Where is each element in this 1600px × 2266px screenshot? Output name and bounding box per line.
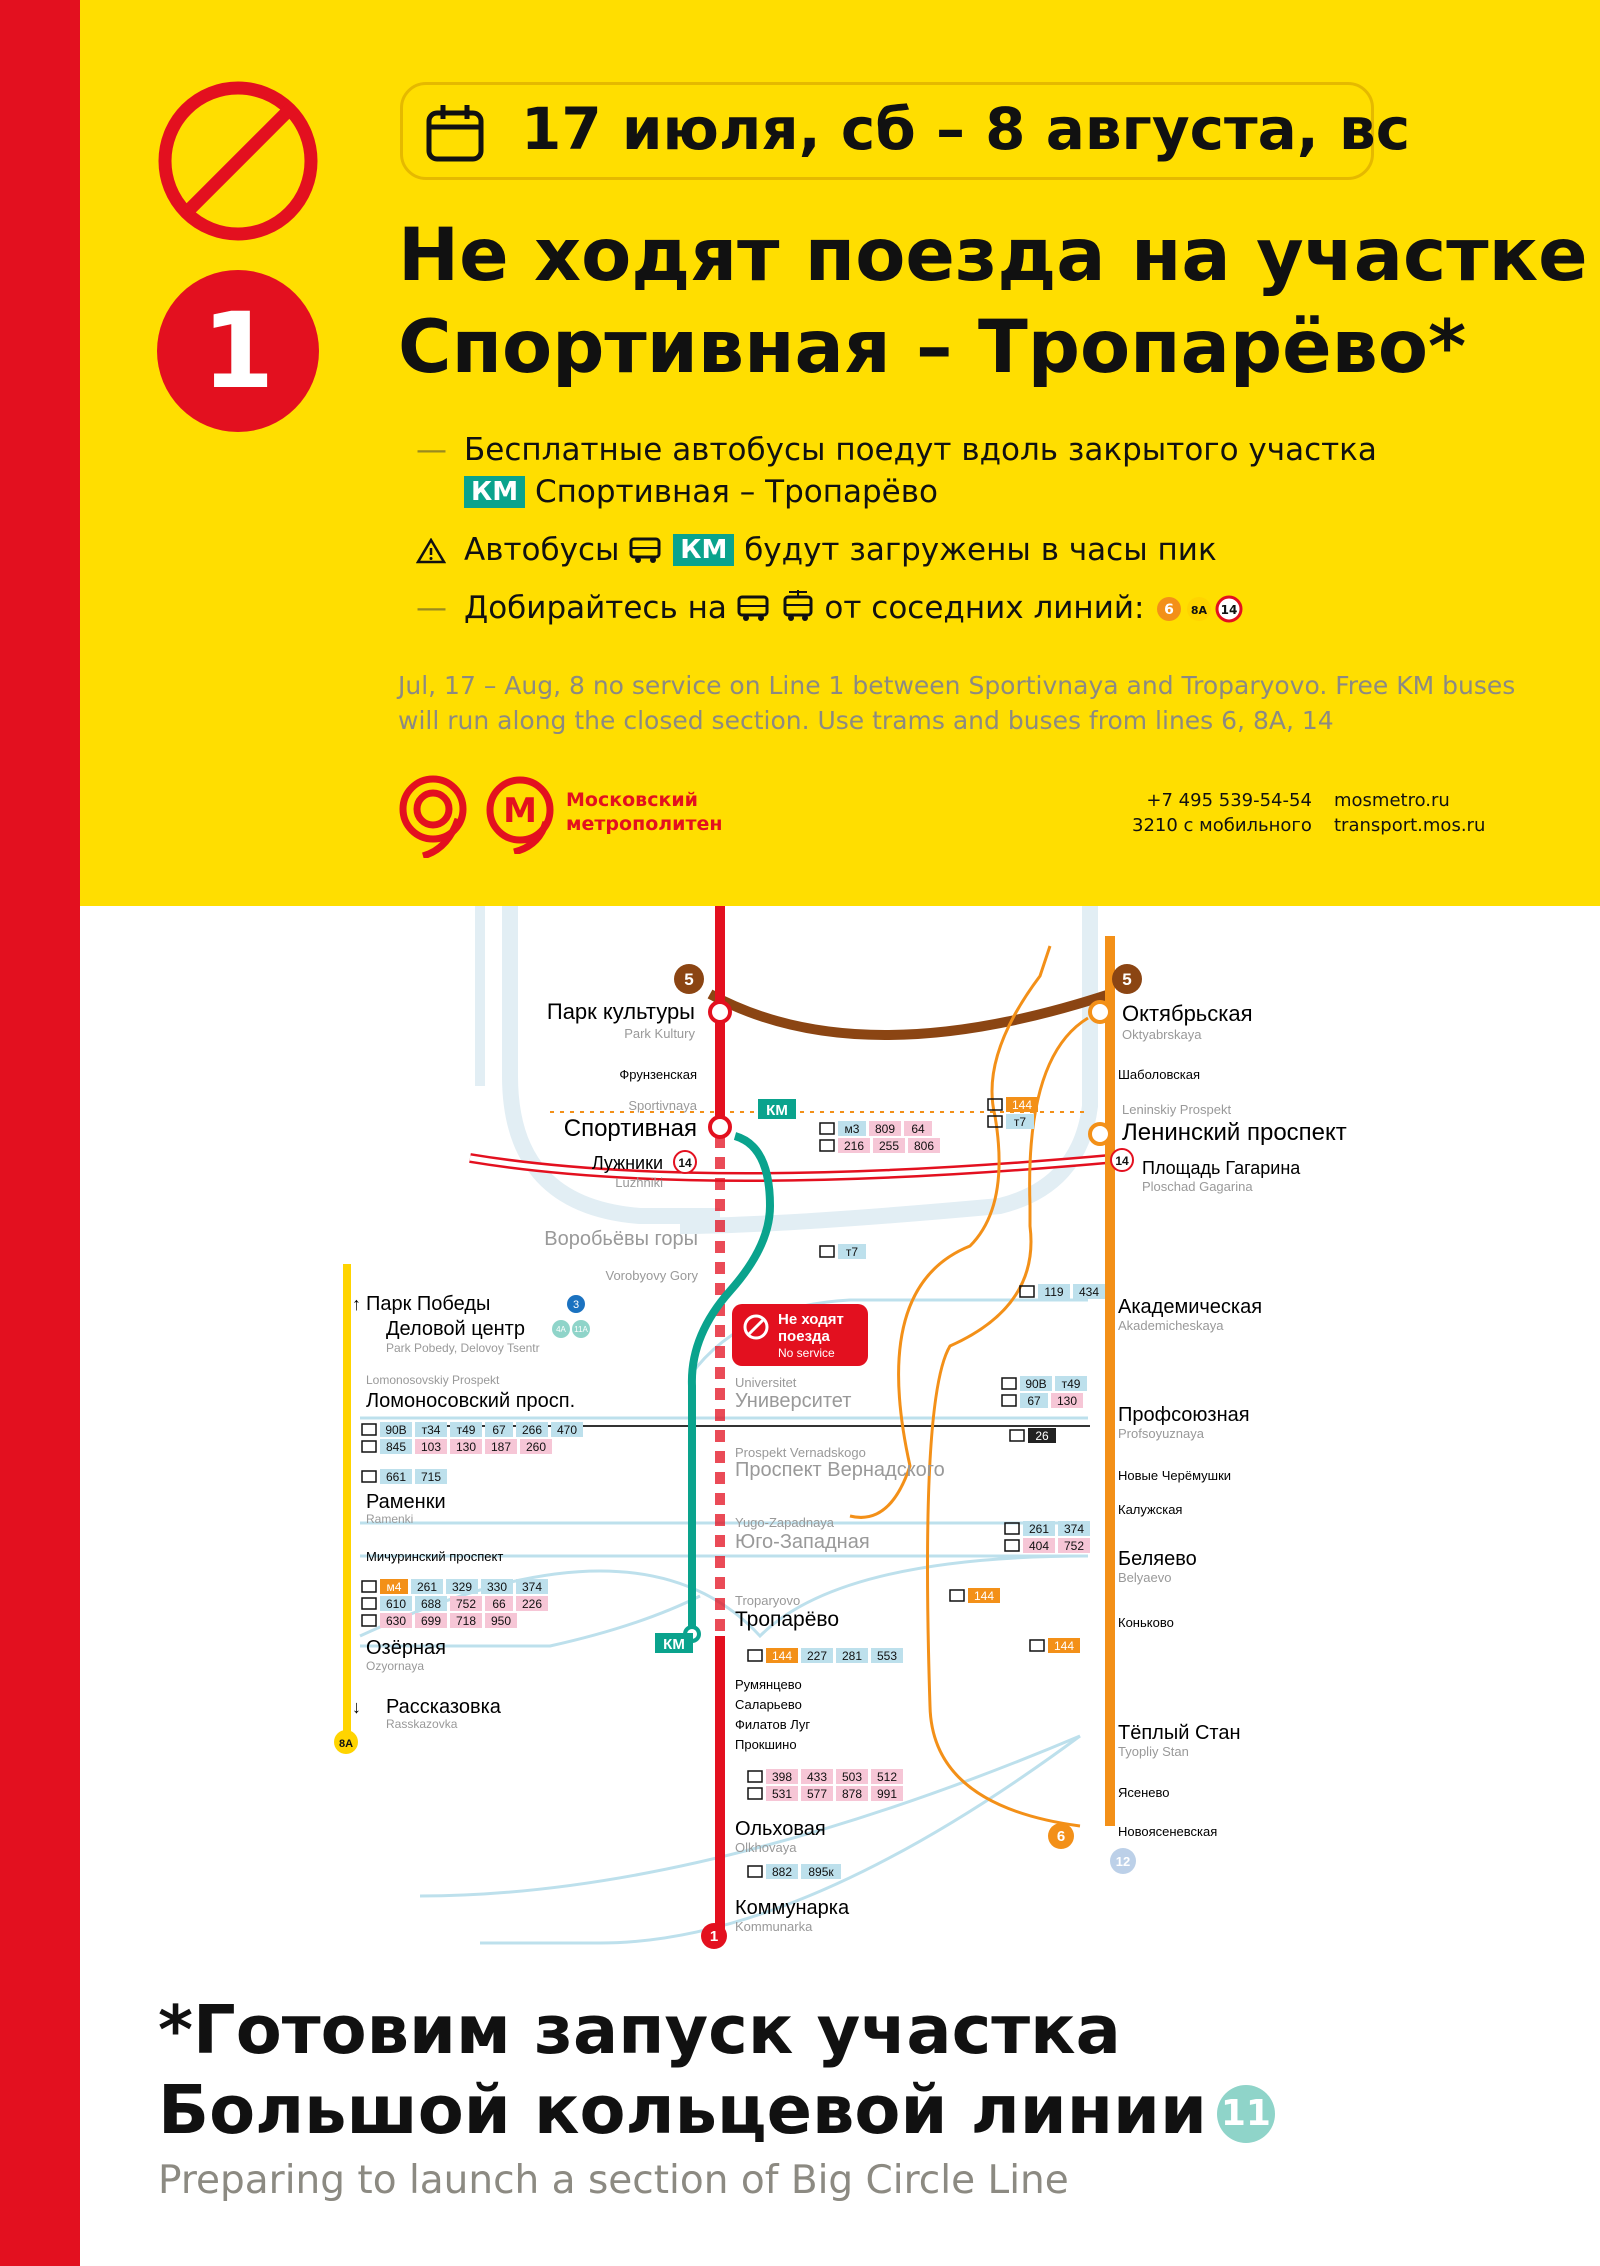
bus-icon	[748, 1866, 762, 1877]
route-number: 144	[771, 1649, 793, 1663]
bus-icon-2	[737, 594, 771, 622]
svg-text:4А: 4А	[556, 1325, 566, 1334]
headline-line-1: Не ходят поезда на участке	[398, 213, 1588, 298]
svg-text:Yugo-Zapadnaya: Yugo-Zapadnaya	[735, 1515, 835, 1530]
svg-text:Luzhniki: Luzhniki	[615, 1175, 663, 1190]
svg-text:Коньково: Коньково	[1118, 1615, 1174, 1630]
route-number: 950	[490, 1614, 512, 1628]
line-1-badge: 1	[157, 270, 319, 432]
english-note: Jul, 17 – Aug, 8 no service on Line 1 between Sportivnaya and Troparyovo. Free KM buses will run along the closed section. Use trams and buses from lines 6, 8A, 14	[398, 671, 1516, 735]
svg-text:Profsoyuznaya: Profsoyuznaya	[1118, 1426, 1204, 1441]
bus-icon	[820, 1140, 834, 1151]
headline-line-2: Спортивная – Тропарёво*	[398, 305, 1467, 390]
bus-icon	[362, 1581, 376, 1592]
svg-text:Sportivnaya: Sportivnaya	[628, 1098, 697, 1113]
bus-icon	[1005, 1523, 1019, 1534]
route-number: 26	[1035, 1429, 1049, 1443]
org-name: Московский метрополитен	[566, 789, 723, 835]
bus-icon	[748, 1771, 762, 1782]
svg-text:3: 3	[572, 1299, 580, 1311]
route-number: 806	[913, 1139, 935, 1153]
route-number: 715	[420, 1470, 442, 1484]
bus-icon	[748, 1650, 762, 1661]
neighbor-line-badges	[1154, 594, 1244, 624]
route-number: 261	[416, 1580, 438, 1594]
km-badge: КМ	[464, 476, 525, 508]
line-8a-mini: 8А	[1191, 604, 1208, 617]
route-number: 878	[841, 1787, 863, 1801]
svg-text:Румянцево: Румянцево	[735, 1677, 802, 1692]
phone-block	[1132, 788, 1312, 838]
metro-logo-icon	[484, 774, 558, 854]
bus-icon	[1020, 1286, 1034, 1297]
svg-text:Ploschad Gagarina: Ploschad Gagarina	[1142, 1179, 1253, 1194]
svg-text:Kommunarka: Kommunarka	[735, 1919, 813, 1934]
svg-text:Rasskazovka: Rasskazovka	[386, 1717, 458, 1731]
svg-text:Не ходят: Не ходят	[778, 1311, 844, 1328]
svg-text:Tyopliy Stan: Tyopliy Stan	[1118, 1744, 1189, 1759]
route-number: 64	[911, 1122, 925, 1136]
route-number: 216	[843, 1139, 865, 1153]
route-number: 119	[1044, 1285, 1064, 1299]
station-olkhovaya: Ольховая	[735, 1818, 826, 1840]
bus-icon	[1002, 1378, 1016, 1389]
no-entry-icon	[155, 78, 321, 244]
bus-icon	[362, 1441, 376, 1452]
route-number: 991	[876, 1787, 898, 1801]
route-number: 699	[420, 1614, 442, 1628]
route-number: 895к	[808, 1865, 834, 1879]
route-number: 130	[1056, 1394, 1078, 1408]
line-6-labels	[1118, 1001, 1347, 1839]
route-number: 260	[525, 1440, 547, 1454]
sites-block	[1334, 788, 1485, 838]
km-badge-2: КМ	[673, 534, 734, 566]
station-akademicheskaya: Академическая	[1118, 1296, 1263, 1318]
bottom-english: Preparing to launch a section of Big Circle Line	[158, 2158, 1069, 2203]
station-vernadskogo: Проспект Вернадского	[735, 1459, 945, 1481]
svg-text:Lomonosovskiy Prospekt: Lomonosovskiy Prospekt	[366, 1373, 500, 1387]
route-number: 752	[455, 1597, 477, 1611]
route-number: 630	[385, 1614, 407, 1628]
bus-icon	[629, 536, 663, 564]
svg-text:Прокшино: Прокшино	[735, 1737, 797, 1752]
route-number: 144	[973, 1589, 995, 1603]
svg-text:5: 5	[1122, 970, 1132, 989]
bus-icon	[362, 1424, 376, 1435]
route-number: 404	[1028, 1539, 1050, 1553]
route-number: 688	[420, 1597, 442, 1611]
route-number: 67	[1027, 1394, 1041, 1408]
route-number: 226	[521, 1597, 543, 1611]
svg-text:Филатов Луг: Филатов Луг	[735, 1717, 811, 1732]
station-ozyornaya: Озёрная	[366, 1637, 446, 1659]
station-kommunarka: Коммунарка	[735, 1897, 850, 1919]
route-number: 130	[455, 1440, 477, 1454]
route-number: м3	[844, 1122, 860, 1136]
transport-logo-icon	[398, 774, 468, 858]
bus-icon	[820, 1123, 834, 1134]
route-number: 67	[492, 1423, 506, 1437]
bcl-line-11-badge: 11	[1217, 2085, 1275, 2143]
svg-text:6: 6	[1056, 1828, 1066, 1845]
svg-text:Шаболовская: Шаболовская	[1118, 1067, 1200, 1082]
svg-text:Саларьево: Саларьево	[735, 1697, 802, 1712]
line1-red-stripe	[0, 0, 80, 2266]
svg-text:Oktyabrskaya: Oktyabrskaya	[1122, 1027, 1202, 1042]
svg-text:No service: No service	[778, 1346, 835, 1360]
headline	[398, 210, 1588, 394]
station-frunzenskaya: Фрунзенская	[619, 1067, 697, 1082]
svg-text:Troparyovo: Troparyovo	[735, 1593, 801, 1608]
route-number: 227	[806, 1649, 828, 1663]
bus-icon	[1010, 1430, 1024, 1441]
line-8a-labels	[352, 1293, 578, 1731]
bus-icon	[362, 1615, 376, 1626]
svg-text:Vorobyovy Gory: Vorobyovy Gory	[605, 1268, 698, 1283]
route-number: 752	[1063, 1539, 1085, 1553]
svg-text:8А: 8А	[338, 1738, 354, 1750]
date-range: 17 июля, сб – 8 августа, вс	[521, 95, 1411, 163]
route-number: 330	[486, 1580, 508, 1594]
route-number: 845	[385, 1440, 407, 1454]
route-number: 255	[878, 1139, 900, 1153]
station-belyaevo: Беляево	[1118, 1548, 1197, 1570]
station-gagarina: Площадь Гагарина	[1142, 1158, 1301, 1178]
station-park-kultury: Парк культуры	[546, 999, 695, 1024]
route-number: 577	[806, 1787, 828, 1801]
svg-text:Новоясеневская: Новоясеневская	[1118, 1824, 1218, 1839]
route-number: 281	[841, 1649, 863, 1663]
mobile-short: 3210 с мобильного	[1132, 815, 1312, 836]
svg-text:11А: 11А	[574, 1325, 588, 1334]
station-yugo-zapadnaya: Юго-Западная	[735, 1531, 870, 1553]
bus-icon	[362, 1471, 376, 1482]
route-number: 470	[556, 1423, 578, 1437]
phone[interactable]: +7 495 539-54-54	[1146, 790, 1312, 811]
station-oktyabrskaya: Октябрьская	[1122, 1001, 1253, 1026]
svg-text:Новые Черёмушки: Новые Черёмушки	[1118, 1468, 1232, 1483]
bus-icon	[362, 1598, 376, 1609]
route-number: т34	[421, 1423, 441, 1437]
route-number: 434	[1078, 1285, 1100, 1299]
station-ramenki: Раменки	[366, 1491, 446, 1513]
calendar-icon	[425, 103, 485, 163]
line-5-arc	[710, 994, 1110, 1035]
svg-text:14: 14	[1115, 1154, 1129, 1168]
svg-text:Universitet: Universitet	[735, 1375, 797, 1390]
svg-text:1: 1	[709, 1928, 719, 1945]
route-number: м4	[386, 1580, 402, 1594]
route-number: 90В	[1025, 1377, 1047, 1391]
route-number: 661	[385, 1470, 407, 1484]
station-delovoy: Деловой центр	[386, 1318, 525, 1340]
bus-icon	[950, 1590, 964, 1601]
station-lomonosovskiy: Ломоносовский просп.	[366, 1390, 576, 1412]
route-number: 433	[806, 1770, 828, 1784]
route-number: 503	[841, 1770, 863, 1784]
bus-icon	[748, 1788, 762, 1799]
svg-text:Prospekt Vernadskogo: Prospekt Vernadskogo	[735, 1445, 866, 1460]
no-service-box	[732, 1304, 868, 1366]
route-number: т49	[456, 1423, 476, 1437]
station-leninskiy: Ленинский проспект	[1122, 1119, 1347, 1146]
svg-text:Akademicheskaya: Akademicheskaya	[1118, 1318, 1224, 1333]
warning-icon	[416, 538, 446, 564]
route-number: 103	[420, 1440, 442, 1454]
svg-text:Ясенево: Ясенево	[1118, 1785, 1170, 1800]
bottom-headline: *Готовим запуск участка Большой кольцевой линии 11	[158, 1990, 1275, 2150]
route-number: 90В	[385, 1423, 407, 1437]
svg-text:Park Pobedy, Delovoy Tsentr: Park Pobedy, Delovoy Tsentr	[386, 1341, 540, 1355]
station-park-pobedy: Парк Победы	[366, 1293, 491, 1315]
station-luzhniki: Лужники	[591, 1153, 663, 1173]
svg-text:Ozyornaya: Ozyornaya	[366, 1659, 425, 1673]
route-number: т7	[1013, 1115, 1027, 1129]
km-map-label: КМ	[766, 1102, 788, 1119]
site-mosmetro[interactable]: mosmetro.ru	[1334, 790, 1450, 811]
route-number: 374	[521, 1580, 543, 1594]
route-number: т49	[1061, 1377, 1081, 1391]
bus-icon	[1005, 1540, 1019, 1551]
route-number: 266	[521, 1423, 543, 1437]
bus-icon	[820, 1246, 834, 1257]
station-troparyovo: Тропарёво	[735, 1608, 840, 1631]
svg-text:M: M	[503, 791, 537, 831]
svg-text:12: 12	[1115, 1854, 1131, 1869]
route-number: т7	[845, 1245, 859, 1259]
svg-text:↑: ↑	[352, 1294, 361, 1314]
station-rasskazovka: Рассказовка	[386, 1696, 501, 1718]
metro-map	[80, 906, 1600, 1966]
station-sportivnaya: Спортивная	[563, 1115, 697, 1142]
route-number: 187	[490, 1440, 512, 1454]
route-number: 398	[771, 1770, 793, 1784]
svg-text:Leninskiy Prospekt: Leninskiy Prospekt	[1122, 1102, 1232, 1117]
bus-144-route	[928, 1018, 1089, 1826]
svg-text:Мичуринский проспект: Мичуринский проспект	[366, 1549, 504, 1564]
route-number: 809	[874, 1122, 896, 1136]
svg-text:14: 14	[678, 1156, 692, 1170]
route-number: 610	[385, 1597, 407, 1611]
svg-text:Калужская: Калужская	[1118, 1502, 1183, 1517]
tram-icon	[781, 590, 815, 622]
route-number: 374	[1063, 1522, 1085, 1536]
route-number: 261	[1028, 1522, 1050, 1536]
svg-text:Olkhovaya: Olkhovaya	[735, 1840, 797, 1855]
route-number: 329	[451, 1580, 473, 1594]
route-number: 718	[455, 1614, 477, 1628]
svg-text:5: 5	[684, 970, 694, 989]
bus-icon	[988, 1099, 1002, 1110]
route-number: 66	[492, 1597, 506, 1611]
station-vorobyovy: Воробьёвы горы	[544, 1228, 698, 1250]
route-number: 531	[771, 1787, 793, 1801]
station-teplyi-stan: Тёплый Стан	[1118, 1722, 1241, 1744]
route-number: 144	[1011, 1098, 1033, 1112]
svg-text:Belyaevo: Belyaevo	[1118, 1570, 1172, 1585]
station-universitet: Университет	[735, 1390, 852, 1412]
route-number: 882	[771, 1865, 793, 1879]
km-map-label-2: КМ	[663, 1636, 685, 1653]
route-number: 512	[876, 1770, 898, 1784]
site-transport[interactable]: transport.mos.ru	[1334, 815, 1486, 836]
svg-text:↓: ↓	[352, 1697, 361, 1717]
route-number: 144	[1053, 1639, 1075, 1653]
date-range-box	[400, 82, 1411, 180]
bus-icon	[1030, 1640, 1044, 1651]
svg-text:Ramenki: Ramenki	[366, 1512, 414, 1526]
svg-text:поезда: поезда	[778, 1328, 830, 1345]
line-14-mini: 14	[1220, 603, 1238, 617]
bus-icon	[1002, 1395, 1016, 1406]
line-6-mini: 6	[1164, 602, 1175, 618]
svg-text:Park Kultury: Park Kultury	[624, 1026, 695, 1041]
station-profsoyuznaya: Профсоюзная	[1118, 1404, 1250, 1426]
route-number: 553	[876, 1649, 898, 1663]
